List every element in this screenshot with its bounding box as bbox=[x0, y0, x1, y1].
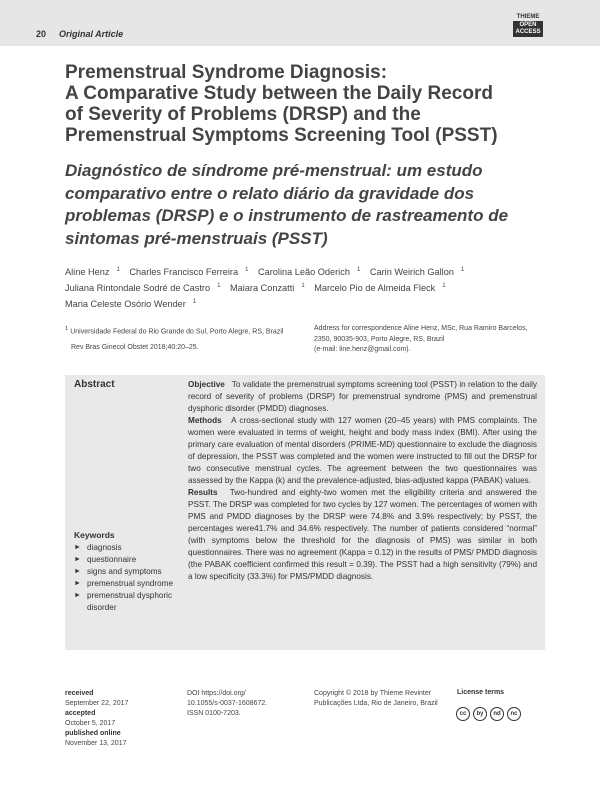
by-icon: by bbox=[473, 707, 487, 721]
arrow-icon: ► bbox=[74, 556, 81, 563]
license-icons[interactable] bbox=[456, 702, 546, 716]
doi-link[interactable]: DOI https://doi.org/ bbox=[187, 690, 246, 697]
abstract-body bbox=[188, 379, 537, 583]
keyword-item[interactable]: ► premenstrual dysphoric disorder bbox=[74, 591, 173, 612]
subtitle-line: Diagnóstico de síndrome pré-menstrual: um estudo bbox=[65, 161, 483, 180]
subtitle-line: sintomas pré-menstruais (PSST) bbox=[65, 228, 328, 248]
title-line: Premenstrual Symptoms Screening Tool (PSST) bbox=[65, 125, 498, 146]
logo-text-thieme: THIEME bbox=[516, 14, 540, 20]
email-link[interactable]: (e-mail: line.henz@gmail.com). bbox=[314, 346, 411, 353]
keyword-item[interactable]: ► signs and symptoms bbox=[74, 567, 162, 576]
correspondence-address: Address for correspondence Aline Henz, MSc, Rua Ramiro Barcelos, 2350, 90035-903, Porto Alegre, RS, Brazil (e-mail: line.henz@gmail.com). bbox=[314, 324, 539, 356]
article-title bbox=[65, 62, 535, 146]
author[interactable]: Marcelo Pio de Almeida Fleck $^1$ bbox=[314, 283, 446, 294]
logo-text-access: ACCESS bbox=[515, 29, 541, 35]
article-subtitle bbox=[65, 160, 535, 250]
title-line: Premenstrual Syndrome Diagnosis: bbox=[65, 62, 388, 83]
author[interactable]: Charles Francisco Ferreira $^1$ bbox=[129, 267, 249, 278]
title-line: of Severity of Problems (DRSP) and the bbox=[65, 104, 421, 125]
doi-id[interactable]: 10.1055/s-0037-1608672. bbox=[187, 700, 268, 707]
copyright-block: Copyright © 2018 by Thieme Revinter Publicações Ltda, Rio de Janeiro, Brazil bbox=[314, 690, 438, 707]
arrow-icon: ► bbox=[74, 592, 81, 599]
nc-icon: nc bbox=[507, 707, 521, 721]
nd-icon: nd bbox=[490, 707, 504, 721]
header-bar bbox=[0, 0, 600, 46]
logo-text-open-access bbox=[513, 21, 543, 37]
published-date: November 13, 2017 bbox=[65, 740, 127, 747]
abstract-methods: Methods A cross-sectional study with 127 women (20–45 years) with PMS complaints. The women were evaluated in terms of weight, height and body mass index (BMI). After using the primary care evaluation of mental disorders (PRIME-MD) questionnaire to exclude the diagnosis of depression, the PSST was completed and the women were instructed to fill out the DRSP for two consecutive menstrual cycles. The agreement between the two questionnaires was assessed by the Kappa (k) and the prevalence-adjusted, bias-adjusted kappa (PABAK) values. bbox=[188, 416, 537, 485]
keywords-heading: Keywords bbox=[74, 530, 115, 540]
arrow-icon: ► bbox=[74, 544, 81, 551]
thieme-open-access-logo[interactable] bbox=[513, 14, 543, 37]
section-label: Original Article bbox=[59, 29, 124, 39]
author[interactable]: Juliana Rintondale Sodré de Castro $^1$ bbox=[65, 283, 221, 294]
affiliation-block bbox=[65, 324, 305, 353]
accepted-date: October 5, 2017 bbox=[65, 720, 116, 727]
keyword-item[interactable]: ► premenstrual syndrome bbox=[74, 579, 174, 588]
address-label: Address for correspondence bbox=[314, 325, 402, 332]
page-number: 20 bbox=[36, 29, 47, 39]
publication-dates bbox=[65, 689, 165, 749]
received-label: received bbox=[65, 690, 94, 697]
abstract-heading: Abstract bbox=[74, 379, 115, 390]
received-date: September 22, 2017 bbox=[65, 700, 129, 707]
accepted-label: accepted bbox=[65, 710, 96, 717]
author[interactable]: Carin Weirich Gallon $^1$ bbox=[369, 267, 465, 278]
subtitle-line: comparativo entre o relato diário da gravidade dos bbox=[65, 183, 475, 203]
keywords-list bbox=[74, 542, 186, 614]
keyword-item[interactable]: ► questionnaire bbox=[74, 555, 137, 564]
arrow-icon: ► bbox=[74, 568, 81, 575]
keyword-item[interactable]: ► diagnosis bbox=[74, 543, 122, 552]
title-line: A Comparative Study between the Daily Record bbox=[65, 83, 493, 104]
subtitle-line: problemas (DRSP) e o instrumento de rastreamento de bbox=[65, 206, 509, 225]
citation: Rev Bras Ginecol Obstet 2018;40:20–25. bbox=[71, 344, 199, 352]
issn: ISSN 0100-7203. bbox=[187, 710, 241, 717]
author[interactable]: Maria Celeste Osório Wender $^1$ bbox=[65, 299, 197, 310]
cc-icon: cc bbox=[456, 707, 470, 721]
logo-text-open: OPEN bbox=[519, 22, 537, 28]
author[interactable]: Carolina Leão Oderich $^1$ bbox=[258, 267, 361, 278]
abstract-results: Results Two-hundred and eighty-two women met the eligibility criteria and answered the PSST. The DRSP was completed for two cycles by 127 women. The percentages of women with PMS and PMDD diagnoses by the DRSP were 74.8% and 3.9% respectively; by PSST, the percentages were41.7% and 34.6% respectively. The number of patients considered “normal” (with symptoms below the threshold for the diagnosis of PMS) was similar in both questionnaires. There was no agreement (Kappa = 0.12) in the results of PMS/ PMDD diagnosis (the PABAK coefficient confirmed this result = 0.39). The PSST had a high sensitivity (79%) and a low specificity (33.3%) for PMS/PMDD diagnosis. bbox=[188, 488, 537, 581]
affiliation: $^1$ Universidade Federal do Rio Grande do Sul, Porto Alegre, RS, Brazil bbox=[65, 326, 284, 336]
doi-block bbox=[187, 689, 307, 719]
author-list bbox=[65, 263, 545, 311]
abstract-objective: Objective To validate the premenstrual symptoms screening tool (PSST) in relation to the daily record of severity of problems (DRSP) for premenstrual syndrome (PMS) and premenstrual dysphoric disorder (PMDD) diagnoses. bbox=[188, 380, 537, 413]
license-heading: License terms bbox=[457, 689, 505, 696]
published-label: published online bbox=[65, 730, 121, 737]
author[interactable]: Aline Henz $^1$ bbox=[65, 267, 120, 278]
arrow-icon: ► bbox=[74, 580, 81, 587]
author[interactable]: Maiara Conzatti $^1$ bbox=[229, 283, 305, 294]
